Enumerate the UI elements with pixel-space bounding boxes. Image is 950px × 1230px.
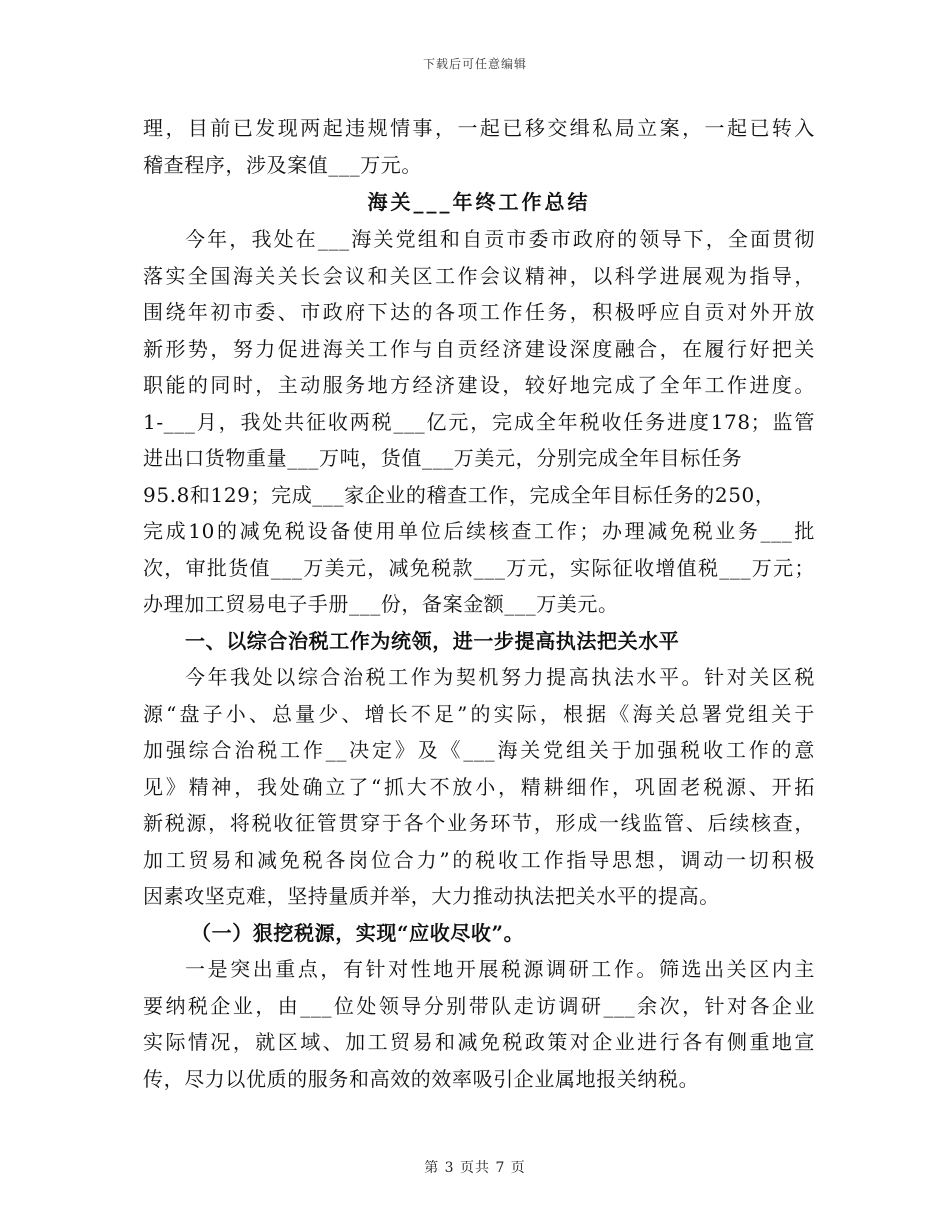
text-line: 源“盘子小、总量少、增长不足”的实际，根据《海关总署党组关于 [143, 701, 815, 726]
text-line: 进出口货物重量___万吨，货值___万美元，分别完成全年目标任务 [143, 446, 743, 470]
text-line: 围绕年初市委、市政府下达的各项工作任务，积极呼应自贡对外开放 [143, 300, 815, 324]
text-line: 落实全国海关关长会议和关区工作会议精神，以科学进展观为指导， [143, 263, 815, 288]
text-line: 新形势，努力促进海关工作与自贡经济建设深度融合，在履行好把关 [143, 336, 815, 361]
text-line: 新税源，将税收征管贯穿于各个业务环节，形成一线监管、后续核查， [143, 811, 815, 835]
section-heading: 一、以综合治税工作为统领，进一步提高执法把关水平 [185, 628, 680, 653]
text-line: 要纳税企业，由___位处领导分别带队走访调研___余次，针对各企业 [143, 993, 815, 1018]
text-line: 加强综合治税工作__决定》及《___海关党组关于加强税收工作的意 [143, 738, 815, 762]
text-line: 1-___月，我处共征收两税___亿元，完成全年税收任务进度178；监管 [143, 409, 815, 434]
text-line: 今年，我处在___海关党组和自贡市委市政府的领导下，全面贯彻 [185, 227, 815, 251]
text-line: 实际情况，就区域、加工贸易和减免税政策对企业进行各有侧重地宣 [143, 1030, 815, 1054]
text-line: 今年我处以综合治税工作为契机努力提高执法水平。针对关区税 [185, 665, 815, 689]
text-line: 传，尽力以优质的服务和高效的效率吸引企业属地报关纳税。 [143, 1066, 700, 1091]
document-body [143, 110, 815, 1097]
page-footer: 第 3 页共 7 页 [424, 1160, 526, 1176]
text-line: 95.8和129；完成___家企业的稽查工作，完成全年目标任务的250， [143, 482, 776, 507]
text-line: 职能的同时，主动服务地方经济建设，较好地完成了全年工作进度。 [143, 373, 815, 397]
text-line: 一是突出重点，有针对性地开展税源调研工作。筛选出关区内主 [185, 957, 815, 981]
section-heading: （一）狠挖税源，实现“应收尽收”。 [191, 920, 525, 945]
text-line: 完成10的减免税设备使用单位后续核查工作；办理减免税业务___批 [143, 519, 815, 543]
text-line: 因素攻坚克难，坚持量质并举，大力推动执法把关水平的提高。 [143, 884, 720, 908]
text-line: 办理加工贸易电子手册___份，备案金额___万美元。 [143, 592, 619, 616]
page-header: 下载后可任意编辑 [422, 57, 527, 71]
document-title: 海关___年终工作总结 [367, 190, 591, 214]
text-line: 见》精神，我处确立了“抓大不放小，精耕细作，巩固老税源、开拓 [143, 774, 815, 799]
text-line: 稽查程序，涉及案值___万元。 [143, 152, 422, 177]
text-line: 加工贸易和减免税各岗位合力”的税收工作指导思想，调动一切积极 [143, 847, 815, 872]
text-line: 次，审批货值___万美元，减免税款___万元，实际征收增值税___万元； [143, 555, 815, 580]
text-line: 理，目前已发现两起违规情事，一起已移交缉私局立案，一起已转入 [143, 116, 815, 140]
